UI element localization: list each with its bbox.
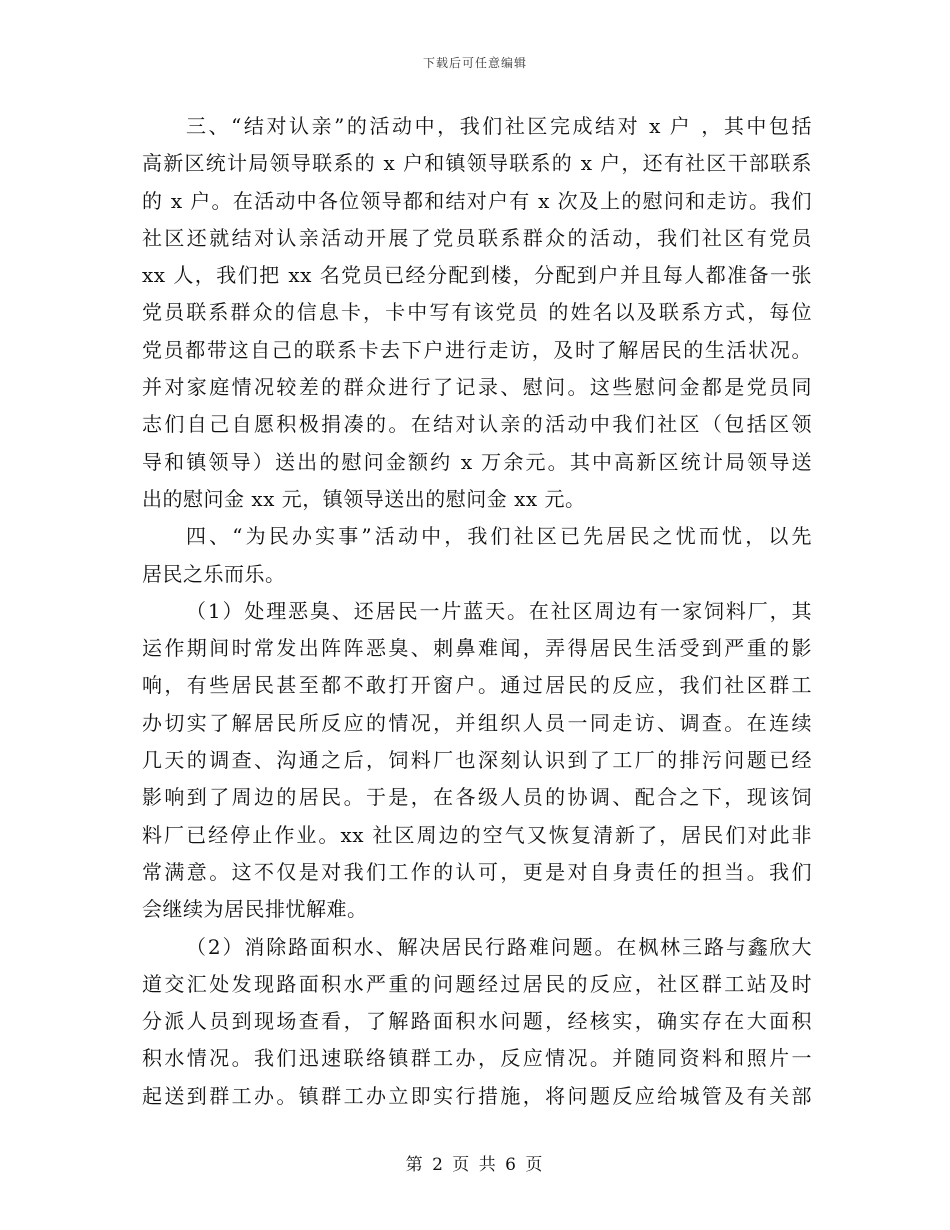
page-header: 下载后可任意编辑 (422, 56, 527, 70)
text-line: 几天的调查、沟通之后，饲料厂也深刻认识到了工厂的排污问题已经 (142, 748, 812, 773)
text-line: 影响到了周边的居民。于是，在各级人员的协调、配合之下，现该饲 (142, 785, 812, 810)
text-line: （2）消除路面积水、解决居民行路难问题。在枫林三路与鑫欣大 (186, 934, 812, 959)
text-line: 三、“结对认亲”的活动中，我们社区完成结对 x 户 ，其中包括 (186, 114, 812, 138)
text-line: 党员联系群众的信息卡，卡中写有该党员 的姓名以及联系方式，每位 (142, 300, 812, 325)
text-line: 会继续为居民排忧解难。 (142, 897, 368, 922)
text-line: 运作期间时常发出阵阵恶臭、刺鼻难闻，弄得居民生活受到严重的影 (142, 636, 812, 661)
text-line: 道交汇处发现路面积水严重的问题经过居民的反应，社区群工站及时 (142, 971, 812, 996)
text-line: 分派人员到现场查看，了解路面积水问题，经核实，确实存在大面积 (142, 1009, 812, 1034)
page-number-footer: 第 2 页 共 6 页 (405, 1155, 545, 1175)
text-line: 党员都带这自己的联系卡去下户进行走访，及时了解居民的生活状况。 (142, 337, 812, 362)
text-line: 响，有些居民甚至都不敢打开窗户。通过居民的反应，我们社区群工 (142, 673, 812, 698)
text-line: 积水情况。我们迅速联络镇群工办，反应情况。并随同资料和照片一 (142, 1046, 812, 1071)
document-body (142, 108, 812, 1115)
text-line: 导和镇领导）送出的慰问金额约 x 万余元。其中高新区统计局领导送 (142, 449, 812, 474)
paragraph-4 (142, 929, 812, 1115)
paragraph-2 (142, 518, 812, 593)
text-line: 并对家庭情况较差的群众进行了记录、慰问。这些慰问金都是党员同 (142, 375, 812, 400)
paragraph-3 (142, 593, 812, 929)
text-line: 志们自己自愿积极捐凑的。在结对认亲的活动中我们社区（包括区领 (142, 412, 812, 437)
text-line: 常满意。这不仅是对我们工作的认可，更是对自身责任的担当。我们 (142, 859, 812, 884)
text-line: 出的慰问金 xx 元，镇领导送出的慰问金 xx 元。 (142, 486, 586, 511)
text-line: 四、“为民办实事”活动中，我们社区已先居民之忧而忧，以先 (186, 524, 812, 549)
text-line: xx 人，我们把 xx 名党员已经分配到楼，分配到户并且每人都准备一张 (142, 263, 812, 288)
paragraph-1 (142, 108, 812, 518)
text-line: 社区还就结对认亲活动开展了党员联系群众的活动，我们社区有党员 (142, 225, 812, 250)
text-line: 料厂已经停止作业。xx 社区周边的空气又恢复清新了，居民们对此非 (142, 822, 812, 847)
text-line: 的 x 户。在活动中各位领导都和结对户有 x 次及上的慰问和走访。我们 (142, 188, 812, 213)
text-line: 居民之乐而乐。 (142, 561, 286, 586)
text-line: （1）处理恶臭、还居民一片蓝天。在社区周边有一家饲料厂，其 (186, 598, 812, 623)
text-line: 起送到群工办。镇群工办立即实行措施，将问题反应给城管及有关部 (142, 1083, 812, 1108)
text-line: 高新区统计局领导联系的 x 户和镇领导联系的 x 户，还有社区干部联系 (142, 151, 812, 176)
text-line: 办切实了解居民所反应的情况，并组织人员一同走访、调查。在连续 (142, 710, 812, 735)
